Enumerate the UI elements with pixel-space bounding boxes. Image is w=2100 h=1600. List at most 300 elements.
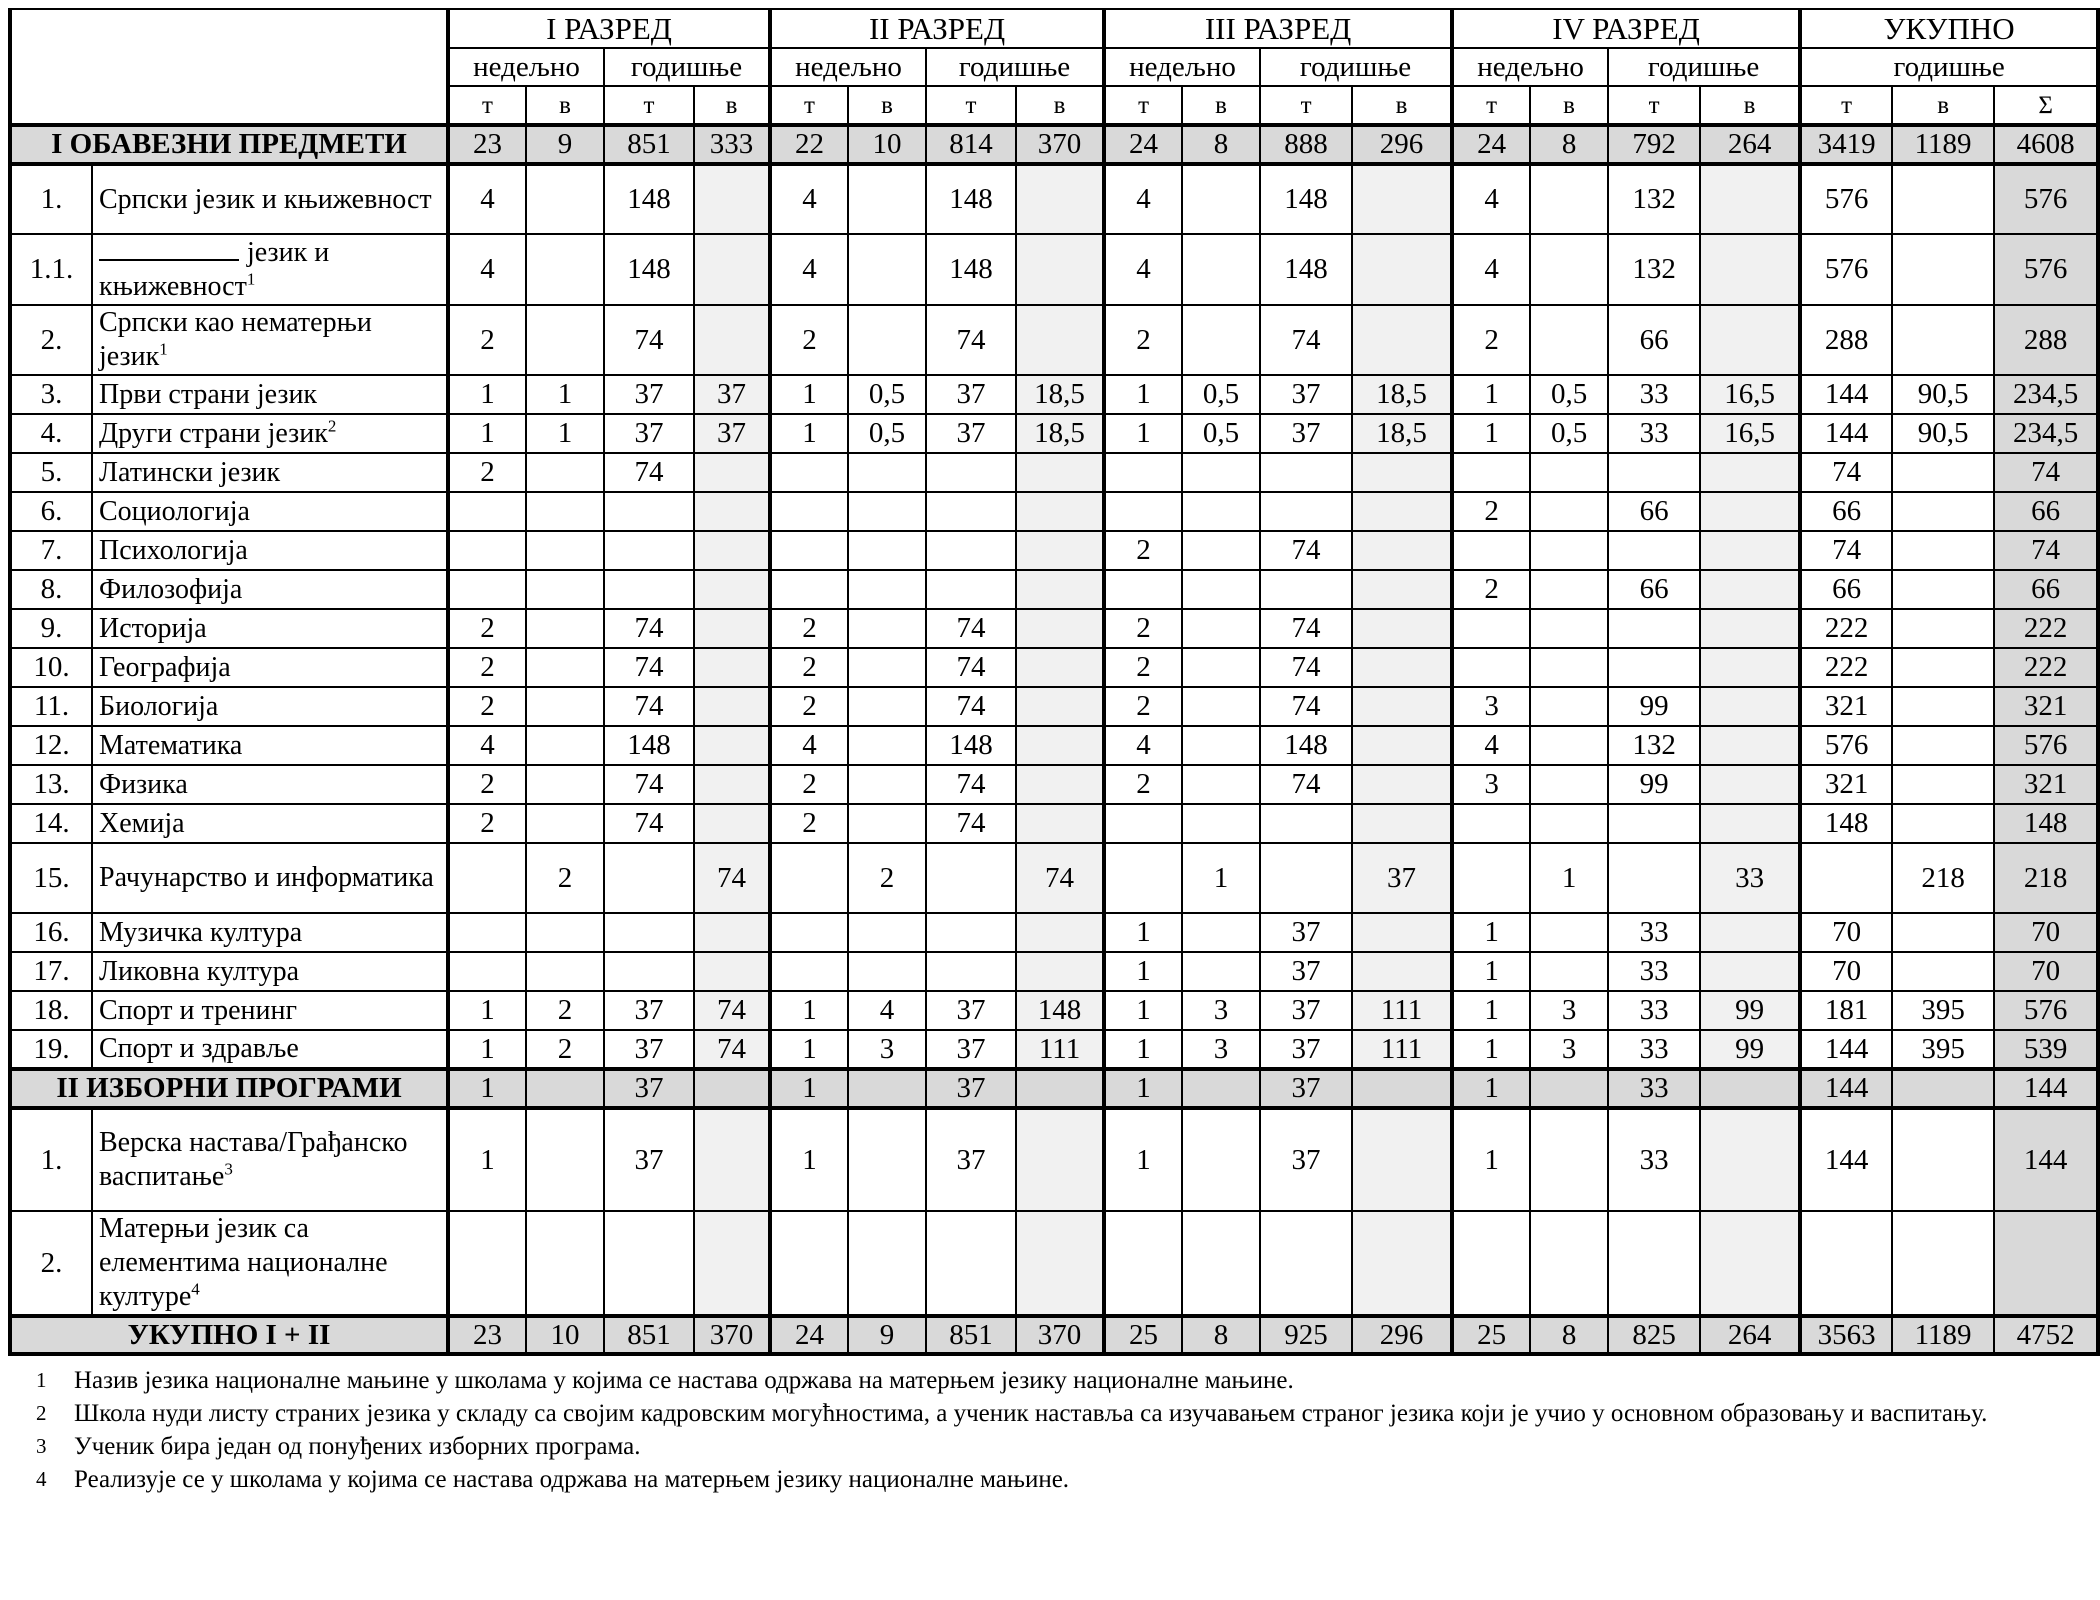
footnote: [8, 1464, 2088, 1495]
value-cell: 23: [448, 125, 526, 164]
value-cell: [694, 913, 770, 952]
value-cell: 74: [1800, 531, 1892, 570]
value-cell: 3563: [1800, 1316, 1892, 1354]
value-cell: 4: [770, 234, 848, 305]
footnotes: [8, 1365, 2088, 1497]
value-cell: 66: [1994, 492, 2098, 531]
value-cell: 2: [1104, 305, 1182, 375]
value-cell: [1700, 1069, 1800, 1108]
footnote-ref: 3: [224, 1159, 233, 1179]
value-cell: 1: [1452, 952, 1530, 991]
value-cell: 234,5: [1994, 414, 2098, 453]
value-cell: [1800, 1211, 1892, 1316]
value-cell: [604, 492, 694, 531]
subject-row: [10, 843, 2098, 913]
value-cell: [1352, 531, 1452, 570]
value-cell: 74: [926, 765, 1016, 804]
subject-number: 8.: [10, 570, 92, 609]
subject-number: 9.: [10, 609, 92, 648]
total-row: [10, 1316, 2098, 1354]
value-cell: 22: [770, 125, 848, 164]
value-cell: [1016, 648, 1104, 687]
value-cell: [1104, 492, 1182, 531]
value-cell: [1352, 648, 1452, 687]
value-cell: [526, 952, 604, 991]
value-cell: 1: [1452, 414, 1530, 453]
value-cell: 25: [1452, 1316, 1530, 1354]
subject-name: Ликовна култура: [99, 955, 300, 987]
footnote-text: Школа нуди листу страних језика у складу са својим кадровским могућностима, а ученик наставља са изучавањем страног језика који је учио у основном образовању и васпитању.: [74, 1400, 1988, 1427]
value-cell: [926, 453, 1016, 492]
section-title: II ИЗБОРНИ ПРОГРАМИ: [10, 1069, 448, 1108]
value-cell: 1: [770, 1069, 848, 1108]
value-cell: 3: [1182, 991, 1260, 1030]
subject-number: 7.: [10, 531, 92, 570]
header-v: в: [1016, 86, 1104, 125]
value-cell: [1016, 453, 1104, 492]
value-cell: 4: [770, 164, 848, 234]
value-cell: [448, 531, 526, 570]
value-cell: 2: [448, 609, 526, 648]
value-cell: [694, 765, 770, 804]
value-cell: 234,5: [1994, 375, 2098, 414]
value-cell: 0,5: [1530, 414, 1608, 453]
subject-name: Српски језик и књижевност: [99, 183, 432, 215]
value-cell: [1892, 952, 1994, 991]
subject-name: Физика: [99, 768, 188, 800]
value-cell: [1530, 913, 1608, 952]
value-cell: 3: [1452, 765, 1530, 804]
value-cell: [1182, 164, 1260, 234]
subject-name: Биологија: [99, 690, 219, 722]
header-v: в: [694, 86, 770, 125]
footnote-number: 3: [36, 1434, 47, 1458]
value-cell: 9: [848, 1316, 926, 1354]
value-cell: 1: [1104, 1069, 1182, 1108]
value-cell: [1260, 1211, 1352, 1316]
value-cell: 74: [1260, 687, 1352, 726]
header-weekly: недељно: [1452, 48, 1608, 86]
value-cell: 74: [1260, 531, 1352, 570]
value-cell: 2: [448, 804, 526, 843]
footnote: [8, 1398, 2088, 1429]
value-cell: [526, 609, 604, 648]
value-cell: 321: [1800, 687, 1892, 726]
value-cell: 1: [770, 414, 848, 453]
subject-name-cell: [92, 609, 448, 648]
value-cell: 144: [1994, 1108, 2098, 1211]
language-blank-line: [99, 235, 239, 261]
value-cell: 288: [1800, 305, 1892, 375]
value-cell: [1452, 1211, 1530, 1316]
value-cell: [694, 234, 770, 305]
value-cell: [1016, 492, 1104, 531]
value-cell: [1182, 687, 1260, 726]
value-cell: 37: [1260, 1108, 1352, 1211]
header-v: в: [1530, 86, 1608, 125]
subject-row: [10, 453, 2098, 492]
value-cell: [448, 952, 526, 991]
value-cell: [1016, 1211, 1104, 1316]
value-cell: 576: [1800, 164, 1892, 234]
value-cell: 264: [1700, 125, 1800, 164]
value-cell: 74: [1994, 531, 2098, 570]
header-weekly: недељно: [448, 48, 604, 86]
value-cell: 1: [1452, 375, 1530, 414]
subject-name: Спорт и здравље: [99, 1033, 299, 1064]
value-cell: [1530, 648, 1608, 687]
value-cell: 925: [1260, 1316, 1352, 1354]
value-cell: 3419: [1800, 125, 1892, 164]
value-cell: [1530, 570, 1608, 609]
value-cell: 10: [526, 1316, 604, 1354]
value-cell: 370: [694, 1316, 770, 1354]
value-cell: [1892, 305, 1994, 375]
value-cell: [1530, 1211, 1608, 1316]
value-cell: [1352, 570, 1452, 609]
value-cell: [1016, 531, 1104, 570]
section-row: [10, 1069, 2098, 1108]
value-cell: [1530, 531, 1608, 570]
value-cell: 37: [694, 414, 770, 453]
value-cell: 16,5: [1700, 414, 1800, 453]
value-cell: [1352, 492, 1452, 531]
value-cell: 395: [1892, 1030, 1994, 1069]
header-sum: Σ: [1994, 86, 2098, 125]
subject-row: [10, 375, 2098, 414]
header-t: т: [1260, 86, 1352, 125]
value-cell: [1182, 1108, 1260, 1211]
value-cell: 148: [1260, 726, 1352, 765]
header-v: в: [1182, 86, 1260, 125]
value-cell: [1530, 164, 1608, 234]
subject-row: [10, 1108, 2098, 1211]
value-cell: [848, 234, 926, 305]
subject-number: 2.: [10, 305, 92, 375]
value-cell: [526, 164, 604, 234]
header-t: т: [1452, 86, 1530, 125]
header-row-grades: [10, 9, 2098, 48]
value-cell: [1182, 609, 1260, 648]
value-cell: 1: [448, 991, 526, 1030]
value-cell: 148: [926, 726, 1016, 765]
header-annual: годишње: [1800, 48, 2098, 86]
subject-name-cell: [92, 804, 448, 843]
value-cell: [1608, 843, 1700, 913]
value-cell: 74: [1260, 648, 1352, 687]
value-cell: 37: [926, 991, 1016, 1030]
value-cell: 8: [1530, 125, 1608, 164]
value-cell: 296: [1352, 125, 1452, 164]
value-cell: 3: [1530, 1030, 1608, 1069]
subject-name-cell: [92, 648, 448, 687]
value-cell: [526, 804, 604, 843]
value-cell: 70: [1800, 952, 1892, 991]
value-cell: 8: [1530, 1316, 1608, 1354]
value-cell: [1182, 234, 1260, 305]
value-cell: 18,5: [1352, 375, 1452, 414]
value-cell: [526, 305, 604, 375]
total-title: УКУПНО I + II: [10, 1316, 448, 1354]
subject-number: 12.: [10, 726, 92, 765]
value-cell: 2: [1104, 648, 1182, 687]
header-grade-4: IV РАЗРЕД: [1452, 9, 1800, 48]
value-cell: [1016, 570, 1104, 609]
value-cell: [1700, 726, 1800, 765]
value-cell: [1608, 648, 1700, 687]
value-cell: 222: [1994, 609, 2098, 648]
value-cell: [1892, 765, 1994, 804]
value-cell: 10: [848, 125, 926, 164]
subject-row: [10, 531, 2098, 570]
value-cell: [1016, 1069, 1104, 1108]
value-cell: 2: [770, 765, 848, 804]
subject-name-cell: [92, 492, 448, 531]
value-cell: [1892, 648, 1994, 687]
value-cell: [694, 305, 770, 375]
value-cell: 74: [604, 648, 694, 687]
value-cell: 74: [1016, 843, 1104, 913]
value-cell: 4: [770, 726, 848, 765]
value-cell: 74: [694, 1030, 770, 1069]
subject-name: језик и књижевност: [99, 237, 330, 302]
value-cell: [694, 570, 770, 609]
header-grade-1: I РАЗРЕД: [448, 9, 770, 48]
value-cell: [1530, 1069, 1608, 1108]
value-cell: [1352, 1108, 1452, 1211]
value-cell: [694, 804, 770, 843]
value-cell: [1700, 234, 1800, 305]
subject-name-cell: [92, 531, 448, 570]
subject-name-cell: [92, 453, 448, 492]
value-cell: [604, 531, 694, 570]
value-cell: 33: [1608, 1030, 1700, 1069]
value-cell: [526, 687, 604, 726]
value-cell: [1352, 453, 1452, 492]
value-cell: [1260, 570, 1352, 609]
value-cell: 1: [526, 414, 604, 453]
value-cell: 1: [1452, 991, 1530, 1030]
value-cell: [1260, 804, 1352, 843]
value-cell: 370: [1016, 125, 1104, 164]
value-cell: [926, 952, 1016, 991]
value-cell: 2: [448, 305, 526, 375]
value-cell: [848, 305, 926, 375]
value-cell: 181: [1800, 991, 1892, 1030]
subject-name-cell: [92, 1211, 448, 1316]
value-cell: 74: [604, 305, 694, 375]
value-cell: [1892, 609, 1994, 648]
value-cell: 321: [1994, 765, 2098, 804]
value-cell: [770, 952, 848, 991]
subject-row: [10, 765, 2098, 804]
footnote-ref: 1: [159, 339, 168, 359]
value-cell: [848, 609, 926, 648]
value-cell: 24: [1452, 125, 1530, 164]
value-cell: [926, 570, 1016, 609]
value-cell: 111: [1352, 1030, 1452, 1069]
value-cell: [770, 1211, 848, 1316]
value-cell: 33: [1608, 1069, 1700, 1108]
value-cell: 16,5: [1700, 375, 1800, 414]
subject-number: 19.: [10, 1030, 92, 1069]
value-cell: [1104, 1211, 1182, 1316]
subject-number: 1.1.: [10, 234, 92, 305]
value-cell: [848, 492, 926, 531]
header-t: т: [1104, 86, 1182, 125]
value-cell: [1700, 305, 1800, 375]
subject-name-cell: [92, 991, 448, 1030]
value-cell: 24: [770, 1316, 848, 1354]
subject-number: 4.: [10, 414, 92, 453]
value-cell: 3: [1182, 1030, 1260, 1069]
value-cell: 144: [1994, 1069, 2098, 1108]
value-cell: 144: [1800, 375, 1892, 414]
value-cell: [604, 952, 694, 991]
section-title: I ОБАВЕЗНИ ПРЕДМЕТИ: [10, 125, 448, 164]
value-cell: [1182, 1211, 1260, 1316]
subject-number: 18.: [10, 991, 92, 1030]
value-cell: [526, 1211, 604, 1316]
header-grade-3: III РАЗРЕД: [1104, 9, 1452, 48]
value-cell: 2: [1104, 531, 1182, 570]
value-cell: 148: [1994, 804, 2098, 843]
value-cell: [448, 570, 526, 609]
value-cell: [1700, 952, 1800, 991]
value-cell: [694, 609, 770, 648]
value-cell: [848, 726, 926, 765]
value-cell: 4608: [1994, 125, 2098, 164]
value-cell: 2: [1452, 570, 1530, 609]
value-cell: [694, 1108, 770, 1211]
value-cell: 90,5: [1892, 375, 1994, 414]
value-cell: 1: [448, 1108, 526, 1211]
value-cell: 2: [1452, 492, 1530, 531]
value-cell: [1700, 1211, 1800, 1316]
value-cell: [526, 492, 604, 531]
value-cell: [1104, 843, 1182, 913]
value-cell: [848, 648, 926, 687]
value-cell: 288: [1994, 305, 2098, 375]
header-v: в: [526, 86, 604, 125]
value-cell: 814: [926, 125, 1016, 164]
value-cell: 333: [694, 125, 770, 164]
subject-name: Филозофија: [99, 573, 243, 605]
value-cell: [526, 726, 604, 765]
value-cell: 74: [926, 648, 1016, 687]
value-cell: 0,5: [848, 375, 926, 414]
value-cell: [1182, 765, 1260, 804]
value-cell: 37: [1260, 991, 1352, 1030]
value-cell: [1352, 726, 1452, 765]
value-cell: [848, 804, 926, 843]
value-cell: [1700, 531, 1800, 570]
value-cell: [1700, 164, 1800, 234]
value-cell: [848, 687, 926, 726]
value-cell: [1892, 492, 1994, 531]
subject-name-cell: [92, 570, 448, 609]
subject-name-cell: [92, 726, 448, 765]
value-cell: 2: [448, 765, 526, 804]
value-cell: 74: [604, 687, 694, 726]
value-cell: [526, 913, 604, 952]
value-cell: 4: [1452, 726, 1530, 765]
value-cell: 222: [1800, 609, 1892, 648]
value-cell: 539: [1994, 1030, 2098, 1069]
value-cell: [694, 164, 770, 234]
subject-row: [10, 164, 2098, 234]
value-cell: 2: [448, 648, 526, 687]
value-cell: 4: [1452, 164, 1530, 234]
value-cell: 4: [448, 234, 526, 305]
subject-number: 17.: [10, 952, 92, 991]
value-cell: 74: [1260, 765, 1352, 804]
value-cell: [526, 234, 604, 305]
value-cell: [1892, 804, 1994, 843]
value-cell: 33: [1608, 952, 1700, 991]
value-cell: [770, 913, 848, 952]
value-cell: 18,5: [1352, 414, 1452, 453]
footnote-ref: 1: [246, 269, 256, 289]
subject-row: [10, 726, 2098, 765]
value-cell: [694, 726, 770, 765]
value-cell: 576: [1800, 726, 1892, 765]
subject-name-cell: [92, 952, 448, 991]
value-cell: [1530, 305, 1608, 375]
subject-number: 5.: [10, 453, 92, 492]
value-cell: 218: [1892, 843, 1994, 913]
value-cell: 74: [1260, 609, 1352, 648]
value-cell: 1: [1182, 843, 1260, 913]
subject-name-cell: [92, 164, 448, 234]
value-cell: 66: [1994, 570, 2098, 609]
value-cell: 825: [1608, 1316, 1700, 1354]
value-cell: [770, 492, 848, 531]
value-cell: 4752: [1994, 1316, 2098, 1354]
value-cell: 148: [1260, 234, 1352, 305]
value-cell: [694, 531, 770, 570]
subject-row: [10, 609, 2098, 648]
value-cell: 296: [1352, 1316, 1452, 1354]
subject-name: Географија: [99, 651, 231, 683]
value-cell: 37: [604, 1069, 694, 1108]
header-weekly: недељно: [1104, 48, 1260, 86]
value-cell: [1352, 952, 1452, 991]
footnote-number: 1: [36, 1368, 47, 1392]
header-t: т: [926, 86, 1016, 125]
value-cell: 1189: [1892, 1316, 1994, 1354]
value-cell: 23: [448, 1316, 526, 1354]
value-cell: [448, 492, 526, 531]
value-cell: [848, 453, 926, 492]
value-cell: [770, 570, 848, 609]
value-cell: 66: [1800, 570, 1892, 609]
value-cell: 218: [1994, 843, 2098, 913]
value-cell: 74: [1260, 305, 1352, 375]
value-cell: 1: [1104, 913, 1182, 952]
value-cell: [1452, 531, 1530, 570]
value-cell: [848, 1108, 926, 1211]
value-cell: 33: [1608, 913, 1700, 952]
value-cell: 148: [604, 726, 694, 765]
header-grade-2: II РАЗРЕД: [770, 9, 1104, 48]
value-cell: 37: [926, 414, 1016, 453]
value-cell: [770, 531, 848, 570]
value-cell: 2: [1452, 305, 1530, 375]
value-cell: [1016, 913, 1104, 952]
subject-number: 1.: [10, 164, 92, 234]
value-cell: 3: [1530, 991, 1608, 1030]
